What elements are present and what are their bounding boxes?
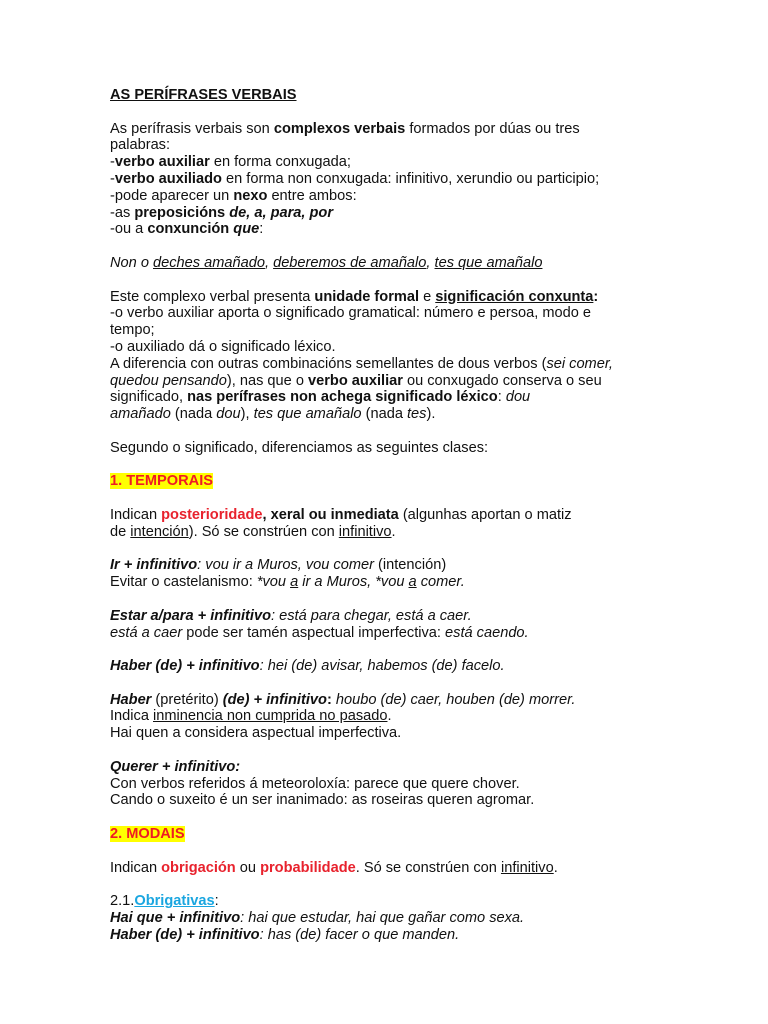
complex-line: amañado (nada dou), tes que amañalo (nada tes). [110,406,436,423]
rule-querer: Querer + infinitivo: [110,758,241,775]
rule-ir-note: Evitar o castelanismo: *vou a ir a Muros, *vou a comer. [110,574,465,591]
classes-intro: Segundo o significado, diferenciamos as seguintes clases: [110,439,489,456]
intro-line: -pode aparecer un nexo entre ambos: [110,187,357,204]
rule-hai-que: Hai que + infinitivo: hai que estudar, hai que gañar como sexa. [110,910,525,927]
rule-estar: Estar a/para + infinitivo: está para chegar, está a caer. [110,607,472,624]
rule-haber: Haber (de) + infinitivo: hei (de) avisar, habemos (de) facelo. [110,658,505,675]
section-heading-modais: 2. MODAIS [110,826,185,843]
rule-haber-preterito: Haber (pretérito) (de) + infinitivo: houbo (de) caer, houben (de) morrer. [110,691,576,708]
complex-line: -o verbo auxiliar aporta o significado gramatical: número e persoa, modo e [110,305,592,322]
complex-line: tempo; [110,322,155,339]
rule-estar-note: está a caer pode ser tamén aspectual imperfectiva: está caendo. [110,624,529,641]
rule-ir: Ir + infinitivo: vou ir a Muros, vou comer (intención) [110,557,447,574]
intro-line: -verbo auxiliado en forma non conxugada: infinitivo, xerundio ou participio; [110,170,600,187]
rule-haber-note: Hai quen a considera aspectual imperfectiva. [110,725,402,742]
rule-querer-note: Cando o suxeito é un ser inanimado: as roseiras queren agromar. [110,792,535,809]
intro-line: -verbo auxiliar en forma conxugada; [110,154,351,171]
temporais-description: Indican posterioridade, xeral ou inmediata (algunhas aportan o matiz [110,506,572,523]
rule-haber-obrigativa: Haber (de) + infinitivo: has (de) facer o que manden. [110,926,460,943]
document-body [110,87,750,944]
intro-line: palabras: [110,137,171,154]
intro-line: -ou a conxunción que: [110,221,264,238]
complex-line: quedou pensando), nas que o verbo auxiliar ou conxugado conserva o seu [110,372,602,389]
example-line: Non o deches amañado, deberemos de amañalo, tes que amañalo [110,254,543,271]
complex-line: Este complexo verbal presenta unidade formal e significación conxunta: [110,288,599,305]
temporais-description: de intención). Só se constrúen con infinitivo. [110,523,396,540]
complex-line: A diferencia con outras combinacións semellantes de dous verbos (sei comer, [110,355,613,372]
rule-haber-note: Indica inminencia non cumprida no pasado. [110,708,392,725]
section-heading-temporais: 1. TEMPORAIS [110,473,213,490]
complex-line: significado, nas perífrases non achega significado léxico: dou [110,389,531,406]
document-title: AS PERÍFRASES VERBAIS [110,87,297,103]
intro-line: As perífrasis verbais son complexos verbais formados por dúas ou tres [110,120,580,137]
complex-line: -o auxiliado dá o significado léxico. [110,338,336,355]
subsection-obrigativas: 2.1.Obrigativas: [110,893,219,910]
modais-description: Indican obrigación ou probabilidade. Só se constrúen con infinitivo. [110,859,558,876]
rule-querer-note: Con verbos referidos á meteoroloxía: parece que quere chover. [110,775,520,792]
intro-line: -as preposicións de, a, para, por [110,204,334,221]
